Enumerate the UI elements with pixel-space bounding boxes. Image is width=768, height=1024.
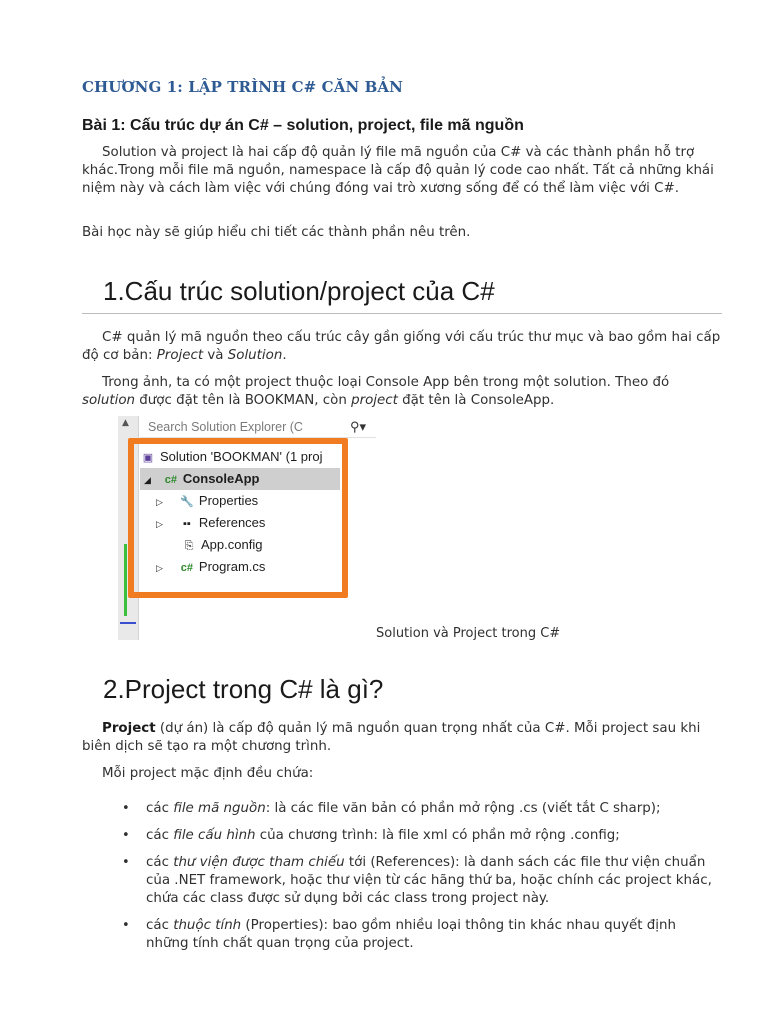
bullet-icon: • xyxy=(122,918,130,933)
wrench-icon: 🔧 xyxy=(180,496,194,508)
scroll-up-icon[interactable]: ▲ xyxy=(122,418,129,428)
bullet-icon: • xyxy=(122,801,130,816)
list-item: • các thuộc tính (Properties): bao gồm nhiều loại thông tin khác nhau quyết định những tính chất quan trọng của project. xyxy=(122,918,676,951)
chapter-title: CHƯƠNG 1: LẬP TRÌNH C# CĂN BẢN xyxy=(82,78,403,96)
section-1-heading: 1.Cấu trúc solution/project của C# xyxy=(103,276,495,306)
tree-item-properties[interactable]: ▷ 🔧 Properties xyxy=(156,490,258,512)
solution-explorer-screenshot xyxy=(118,416,376,640)
lesson-title: Bài 1: Cấu trúc dự án C# – solution, project, file mã nguồn xyxy=(82,117,524,134)
search-input[interactable]: Search Solution Explorer (C ⚲▾ xyxy=(140,416,376,438)
references-icon: ▪▪ xyxy=(183,518,191,530)
tree-item-solution[interactable]: ▣ Solution 'BOOKMAN' (1 proj xyxy=(140,446,322,468)
scrollbar-green-marker xyxy=(124,544,127,616)
search-icon[interactable]: ⚲▾ xyxy=(349,419,366,434)
image-caption: Solution và Project trong C# xyxy=(376,626,561,641)
solution-icon: ▣ xyxy=(142,452,154,464)
contents-list xyxy=(118,800,718,962)
bullet-icon: • xyxy=(122,828,130,843)
section-2-paragraph-2: Mỗi project mặc định đều chứa: xyxy=(102,766,314,781)
tree-item-app-config[interactable]: ⎘ App.config xyxy=(156,534,262,556)
expand-arrow-icon[interactable]: ▷ xyxy=(156,497,163,507)
list-item: • các file cấu hình của chương trình: là file xml có phần mở rộng .config; xyxy=(122,828,620,843)
expand-arrow-icon[interactable]: ▷ xyxy=(156,563,163,573)
csharp-project-icon: c# xyxy=(164,474,178,486)
scrollbar-blue-marker xyxy=(120,622,136,624)
tree-item-references[interactable]: ▷ ▪▪ References xyxy=(156,512,265,534)
section-2-paragraph-1: Project (dự án) là cấp độ quản lý mã nguồn quan trọng nhất của C#. Mỗi project sau khi biên dịch sẽ tạo ra một chương trình. xyxy=(82,721,701,754)
tree-item-consoleapp[interactable]: ◢ c# ConsoleApp xyxy=(140,468,340,490)
intro-paragraph-2: Bài học này sẽ giúp hiểu chi tiết các thành phần nêu trên. xyxy=(82,225,471,240)
intro-paragraph-1: Solution và project là hai cấp độ quản lý file mã nguồn của C# và các thành phần hỗ trợ khác.Trong mỗi file mã nguồn, namespace là cấp độ quản lý code cao nhất. Tất cả những khái niệm này và cách làm việc với chúng đóng vai trò xương sống để có thể làm việc với C#. xyxy=(82,145,714,196)
section-1-rule xyxy=(82,313,722,314)
section-1-paragraph-1: C# quản lý mã nguồn theo cấu trúc cây gần giống với cấu trúc thư mục và bao gồm hai cấp độ cơ bản: Project và Solution. xyxy=(82,330,721,363)
bullet-icon: • xyxy=(122,855,130,870)
tree-item-program-cs[interactable]: ▷ c# Program.cs xyxy=(156,556,265,578)
list-item: • các thư viện được tham chiếu tới (References): là danh sách các file thư viện chuẩn của .NET framework, hoặc thư viện từ các hãng thứ ba, hoặc chính các project khác, chứa các class được sử dụng bởi các class trong project này. xyxy=(122,855,712,906)
list-item: • các file mã nguồn: là các file văn bản có phần mở rộng .cs (viết tắt C sharp); xyxy=(122,801,661,816)
expand-arrow-icon[interactable]: ▷ xyxy=(156,519,163,529)
csharp-file-icon: c# xyxy=(180,562,194,574)
section-1-paragraph-2: Trong ảnh, ta có một project thuộc loại Console App bên trong một solution. Theo đó solution được đặt tên là BOOKMAN, còn project đặt tên là ConsoleApp. xyxy=(82,375,670,408)
collapse-arrow-icon[interactable]: ◢ xyxy=(144,475,151,485)
section-2-heading: 2.Project trong C# là gì? xyxy=(103,674,384,704)
config-file-icon: ⎘ xyxy=(184,540,194,552)
